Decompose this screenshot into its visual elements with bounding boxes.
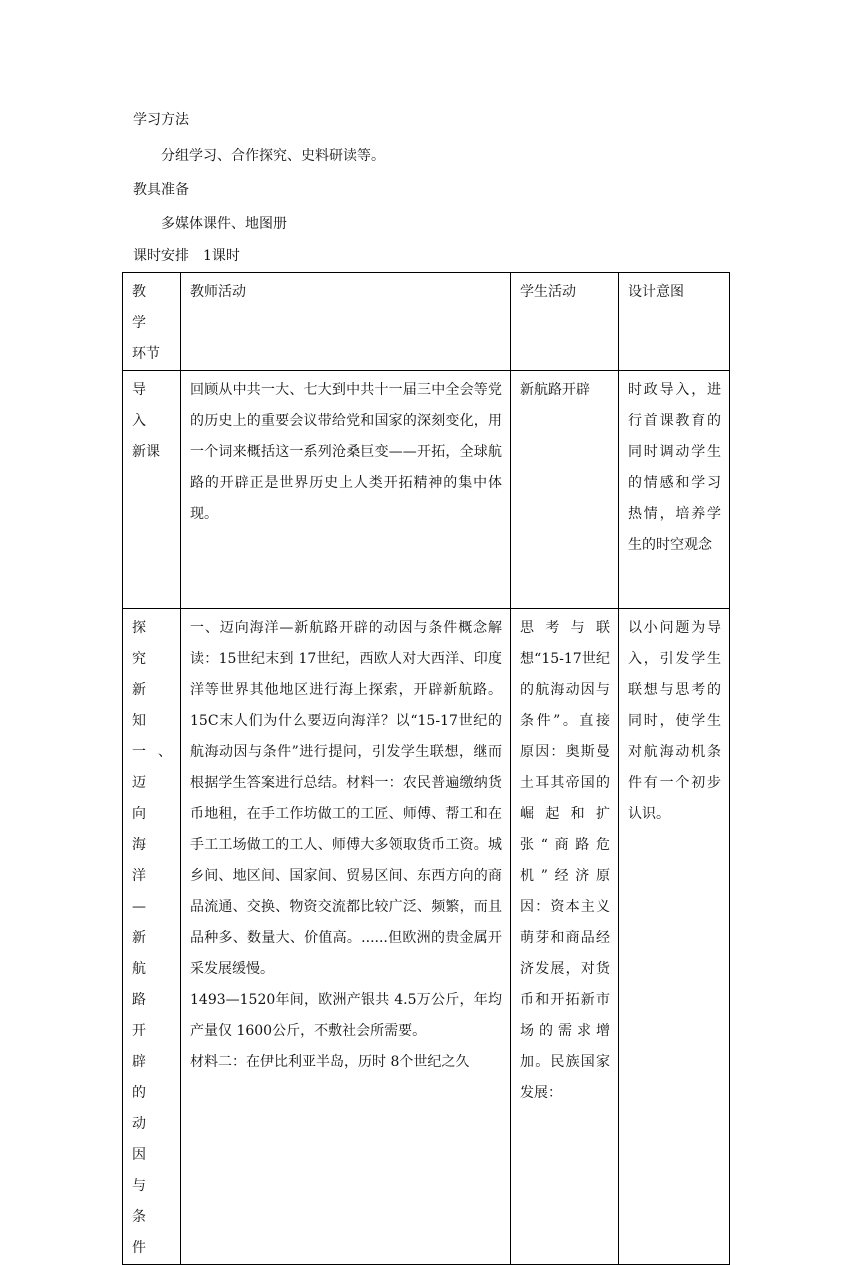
table-header-row: [123, 273, 730, 371]
table-row: [123, 609, 730, 1265]
row2-teacher: [181, 609, 511, 1265]
stage-line: 导 入: [132, 382, 160, 429]
row2-student: [511, 609, 619, 1265]
header-stage-line1: 教 学: [132, 284, 160, 331]
stage-line: 探 究: [132, 620, 160, 667]
stage-line: 一、迈: [132, 744, 172, 791]
stage-line: 路 开: [132, 992, 160, 1039]
student-activity-text: 思考与联想“15-17世纪的航海动因与条件”。直接原因：奥斯曼土耳其帝国的崛起和扩张“商路危机”经济原因：资本主义萌芽和商品经济发展，对货币和开拓新市场的需求增加。民族国家发展：: [520, 620, 610, 1101]
design-intent-text: 以小问题为导入，引发学生联想与思考的同时，使学生对航海动机条件有一个初步认识。: [628, 620, 721, 822]
stage-line: 辟 的: [132, 1054, 160, 1101]
header-intent: 设计意图: [619, 273, 730, 371]
teacher-activity-paragraph: 1493—1520年间，欧洲产银共 4.5万公斤，年均产量仅 1600公斤，不敷社会所需要。: [190, 992, 502, 1039]
tools-heading: 教具准备: [133, 182, 189, 198]
stage-line: 动 因: [132, 1116, 160, 1163]
header-student: 学生活动: [511, 273, 619, 371]
row1-teacher: [181, 371, 511, 609]
teacher-activity-text: 回顾从中共一大、七大到中共十一届三中全会等党的历史上的重要会议带给党和国家的深刻变化，用一个词来概括这一系列沧桑巨变——开拓，全球航路的开辟正是世界历史上人类开拓精神的集中体现。: [190, 382, 502, 522]
row2-intent: [619, 609, 730, 1265]
stage-line: 新 知: [132, 682, 160, 729]
header-stage-line2: 环节: [132, 346, 160, 362]
stage-line: 件: [132, 1240, 146, 1256]
method-body: 分组学习、合作探究、史料研读等。: [161, 148, 385, 164]
header-teacher: 教师活动: [181, 273, 511, 371]
teacher-activity-paragraph: 一、迈向海洋—新航路开辟的动因与条件概念解读：15世纪末到 17世纪，西欧人对大西洋、印度洋等世界其他地区进行海上探索，开辟新航路。15C末人们为什么要迈向海洋？以“15-17世纪的航海动因与条件”进行提问，引发学生联想，继而根据学生答案进行总结。材料一：农民普遍缴纳货币地租，在手工作坊做工的工匠、师傅、帮工和在手工工场做工的工人、师傅大多领取货币工资。城乡间、地区间、国家间、贸易区间、东西方向的商品流通、交换、物资交流都比较广泛、频繁，而且品种多、数量大、价值高。......但欧洲的贵金属开采发展缓慢。: [190, 620, 502, 977]
stage-line: 洋 —: [132, 868, 160, 915]
row1-student: [511, 371, 619, 609]
header-stage: [123, 273, 181, 371]
schedule-line: 课时安排 1课时: [133, 248, 240, 264]
teacher-activity-paragraph: 材料二：在伊比利亚半岛，历时 8个世纪之久: [190, 1054, 470, 1070]
row1-stage: [123, 371, 181, 609]
stage-line: 向 海: [132, 806, 160, 853]
table-row: [123, 371, 730, 609]
lesson-plan-table: [122, 272, 730, 1265]
row2-stage: [123, 609, 181, 1265]
design-intent-text: 时政导入，进行首课教育的同时调动学生的情感和学习热情，培养学生的时空观念: [628, 382, 721, 553]
stage-line: 新课: [132, 444, 160, 460]
stage-line: 新 航: [132, 930, 160, 977]
row1-intent: [619, 371, 730, 609]
stage-line: 与 条: [132, 1178, 160, 1225]
method-heading: 学习方法: [133, 112, 189, 128]
tools-body: 多媒体课件、地图册: [161, 216, 287, 232]
student-activity-text: 新航路开辟: [520, 382, 590, 398]
